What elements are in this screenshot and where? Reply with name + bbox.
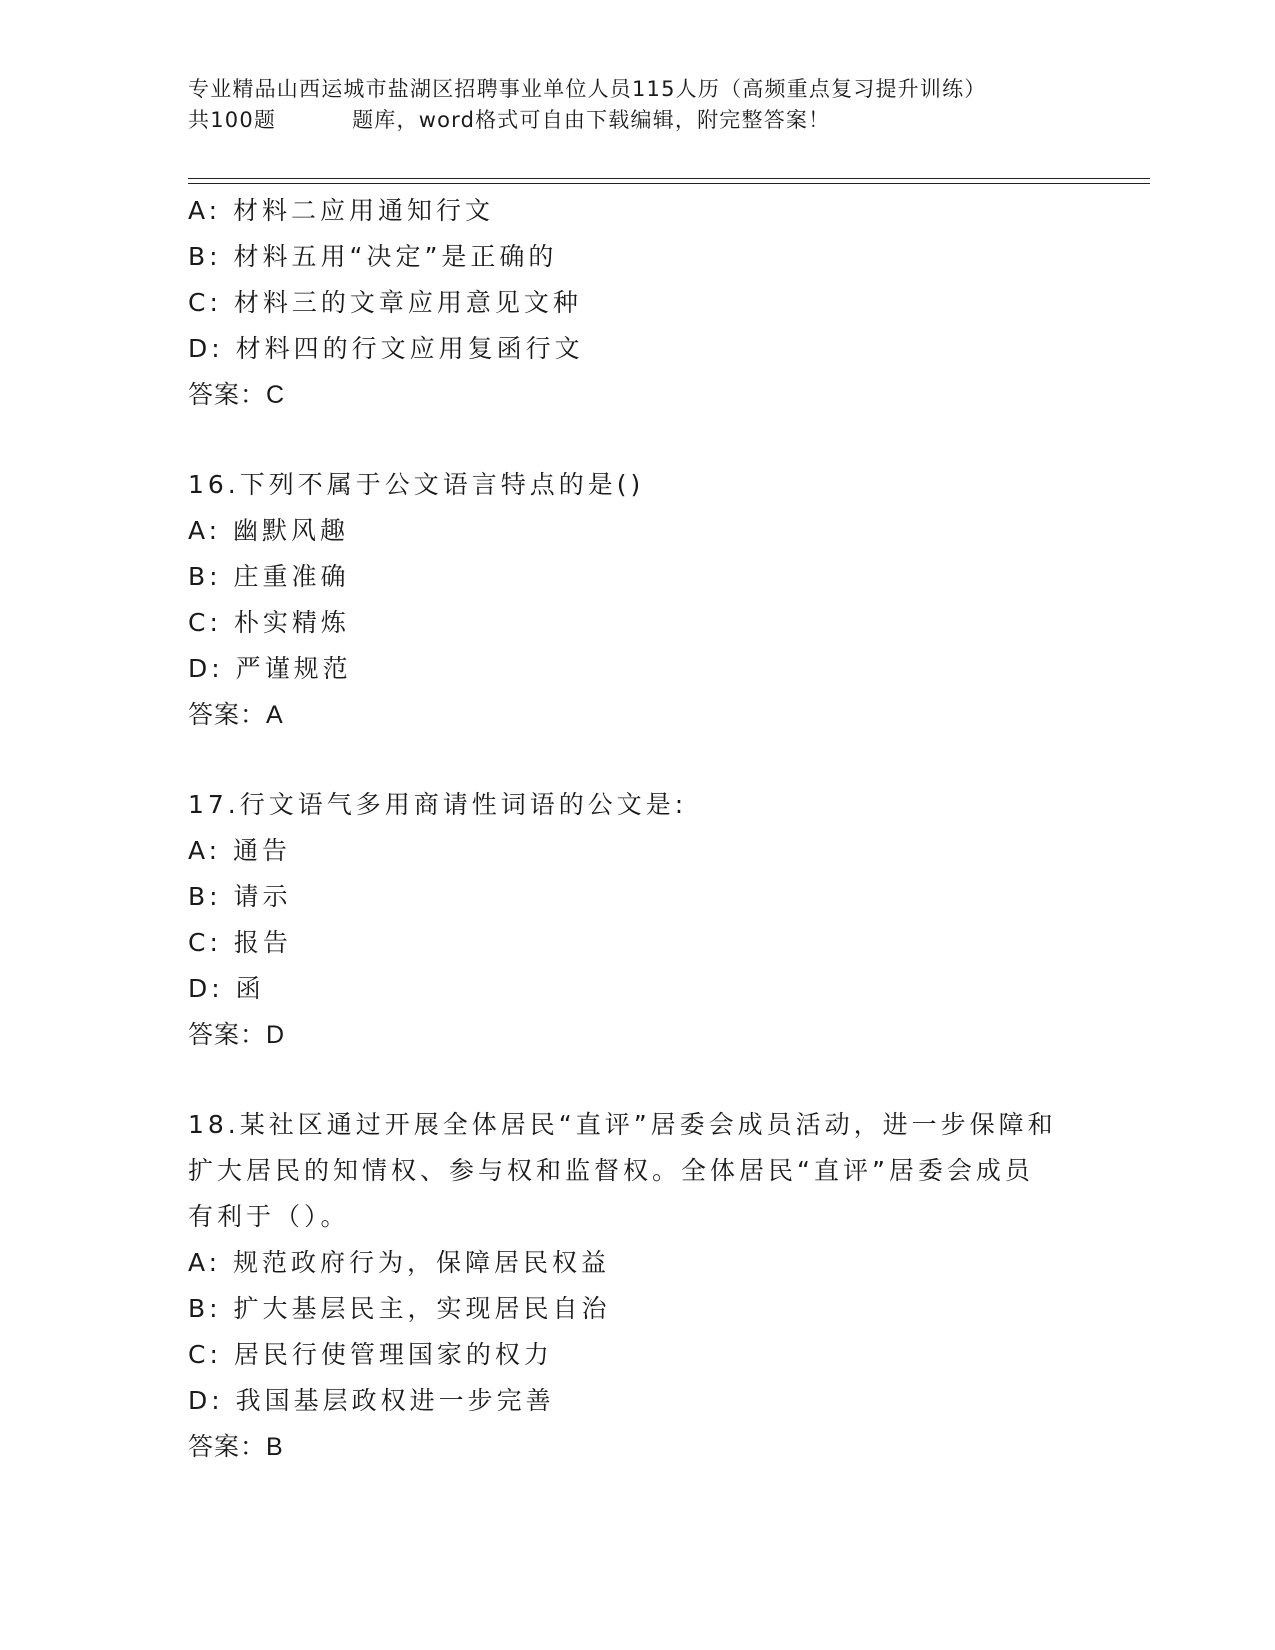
option-d: D: 我国基层政权进一步完善 (188, 1386, 555, 1415)
question-gap (188, 738, 1088, 782)
option-b: B: 扩大基层民主，实现居民自治 (188, 1294, 611, 1323)
question-stem-line: 扩大居民的知情权、参与权和监督权。全体居民“直评”居委会成员 (188, 1156, 1034, 1185)
header-divider-bottom (188, 183, 1150, 184)
option-c: C: 报告 (188, 928, 292, 957)
answer-text: 答案：A (188, 701, 284, 729)
question-gap (188, 1058, 1088, 1102)
header-subtitle-line (188, 105, 1108, 136)
question-gap (188, 418, 1088, 462)
answer-text: 答案：D (188, 1021, 286, 1049)
question-stem-line: 18.某社区通过开展全体居民“直评”居委会成员活动，进一步保障和 (188, 1110, 1057, 1139)
question-16-block (188, 462, 1088, 738)
option-c: C: 材料三的文章应用意见文种 (188, 288, 582, 317)
option-b: B: 材料五用“决定”是正确的 (188, 242, 558, 271)
answer-text: 答案：C (188, 381, 286, 409)
question-18-block (188, 1102, 1088, 1470)
option-c: C: 居民行使管理国家的权力 (188, 1340, 553, 1369)
option-d: D: 材料四的行文应用复函行文 (188, 334, 584, 363)
option-d: D: 函 (188, 974, 265, 1003)
option-b: B: 请示 (188, 882, 292, 911)
option-a: A: 通告 (188, 836, 292, 865)
header-title-line: 专业精品山西运城市盐湖区招聘事业单位人员115人历（高频重点复习提升训练） (188, 77, 987, 101)
option-a: A: 材料二应用通知行文 (188, 196, 495, 225)
option-b: B: 庄重准确 (188, 562, 350, 591)
option-a: A: 幽默风趣 (188, 516, 350, 545)
question-stem-line: 有利于（）。 (188, 1202, 350, 1231)
option-d: D: 严谨规范 (188, 654, 352, 683)
question-stem: 17.行文语气多用商请性词语的公文是: (188, 790, 688, 819)
option-c: C: 朴实精炼 (188, 608, 350, 637)
question-15-block (188, 188, 1088, 418)
question-list (188, 188, 1088, 1470)
option-a: A: 规范政府行为，保障居民权益 (188, 1248, 611, 1277)
header-description: 题库，word格式可自由下载编辑，附完整答案！ (352, 108, 831, 132)
answer-text: 答案：B (188, 1433, 284, 1461)
question-count: 共100题 (188, 108, 277, 132)
question-stem: 16.下列不属于公文语言特点的是() (188, 470, 645, 499)
header-divider-top (188, 178, 1150, 179)
question-17-block (188, 782, 1088, 1058)
document-header (188, 74, 1108, 136)
